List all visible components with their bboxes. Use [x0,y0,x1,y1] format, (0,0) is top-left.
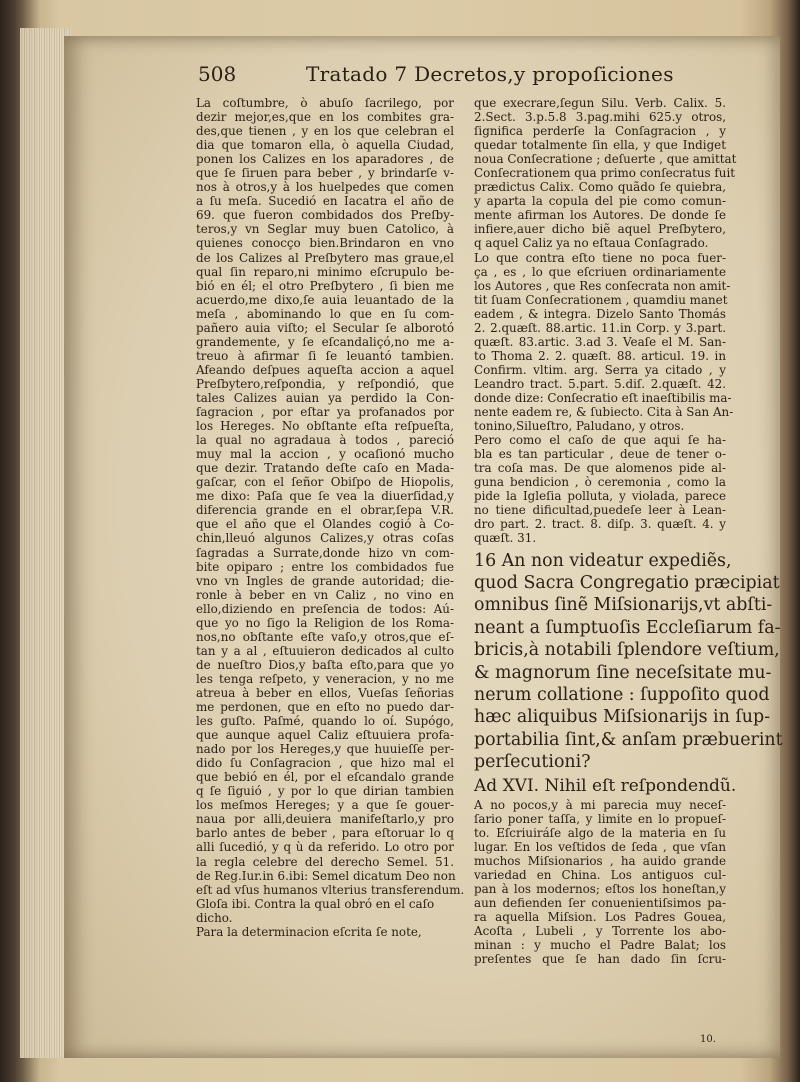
text-line: vno vn Ingles de grande autoridad; die- [196,573,454,588]
text-line: de Reg.Iur.in 6.ibi: Semel dicatum Deo non [196,868,456,883]
text-line: me perdonen, que en eſto no puedo dar- [196,700,454,715]
text-line: 2. 2.quæſt. 88.artic. 11.in Corp. y 3.part. [474,320,726,335]
text-line: Lo que contra eſto tiene no poca fuer- [474,250,726,265]
text-line: infiere,auer dicho biẽ aquel Preſbytero, [474,222,726,237]
text-line: bió en él; el otro Preſbytero , ſi bien me [196,278,454,293]
text-line: quedar totalmente ſin ella, y que Indiget [474,138,726,153]
text-line: y aparta la copula del pie como comun- [474,194,726,209]
text-line: pide la Igleſia polluta, y violada, parece [474,489,726,504]
text-line: 2.Sect. 3.p.5.8 3.pag.mihi 625.y otros, [474,110,726,125]
text-line: quæſt. 31. [474,531,537,546]
text-line: aun defienden ſer conuenientiſsimos pa- [474,895,726,910]
text-line: dido ſu Conſagracion , que hizo mal el [196,756,454,771]
text-line: quæſt. 83.artic. 3.ad 3. Veaſe el M. San- [474,334,726,349]
text-line: bite opiparo ; entre los combidados fue [196,559,454,574]
text-line: Leandro tract. 5.part. 5.diſ. 2.quæſt. 42. [474,376,726,391]
text-line: les guſto. Paſmé, quando lo oí. Supógo, [196,714,454,729]
text-line: bla es tan particular , deue de tener o- [474,447,726,462]
text-line: los meſmos Hereges; y a que ſe gouer- [196,798,454,813]
text-line: quienes conocço bien.Brindaron en vno [196,236,454,251]
text-line: pan à los modernos; eſtos los honeſtan,y [474,881,726,896]
text-line: variedad en China. Los antiguos cul- [474,867,726,882]
text-line: meſa , abominando lo que en ſu com- [196,306,454,321]
text-line: eſt ad vſus humanos vlterius transferendum. [196,882,465,897]
text-line: tit ſuam Conſecrationem , quamdiu manet [474,292,728,307]
text-line: La coſtumbre, ò abuſo ſacrilego, por [196,96,454,110]
text-line: grandemente, y ſe eſcandaliçó,no me a- [196,334,454,349]
text-line: Para la determinacion eſcrita ſe note, [196,924,422,939]
question-line: bricis,à notabili ſplendore veſtium, [474,640,780,661]
text-line: lugar. En los veſtidos de ſeda , que vſan [474,839,726,854]
text-line: Conſecrationem qua primo conſecratus fuit [474,166,736,181]
text-line: gaſcar, con el ſeñor Obiſpo de Hiopolis, [196,475,454,490]
text-line: muy mal la accion , y ocaſionó mucho [196,447,454,462]
text-line: dia que tomaron ella, ò aquella Ciudad, [196,138,454,153]
text-line: barlo antes de beber , para eſtoruar lo q [196,826,454,841]
text-line: la regla celebre del derecho Semel. 51. [196,854,454,869]
question-line: perſecutioni? [474,752,591,773]
text-line: los Hereges. No obſtante eſta reſpueſta, [196,419,454,434]
text-line: qual ſin reparo,ni minimo eſcrupulo be- [196,264,454,279]
text-line: dro part. 2. tract. 8. diſp. 3. quæſt. 4. y [474,517,726,532]
text-line: mente afirman los Autores. De donde ſe [474,208,726,223]
text-line: acuerdo,me dixo,ſe auia leuantado de la [196,292,454,307]
text-line: donde dize: Conſecratio eſt inaeſtibilis ma- [474,390,732,405]
text-line: treuo à afirmar ſi ſe leuantó tambien. [196,348,454,363]
text-line: que bebió en él, por el eſcandalo grande [196,770,454,785]
catchword: 10. [700,1034,716,1045]
text-line: que aunque aquel Caliz eſtuuiera profa- [196,728,454,743]
question-line: neant a ſumptuoſis Eccleſiarum fa- [474,617,781,638]
text-line: ra aquella Miſsion. Los Padres Gouea, [474,909,726,924]
text-line: la qual no agradaua à todos , pareció [196,433,454,448]
text-line: ſignifica perderſe la Conſagracion , y [474,124,726,139]
text-line: de los Calizes al Preſbytero mas graue,el [196,250,454,265]
text-line: chin,lleuó algunos Calizes,y otras coſas [196,531,454,546]
text-line: ronle à beber en vn Caliz , no vino en [196,587,454,602]
question-line: & magnorum ſine neceſsitate mu- [474,662,772,683]
text-line: q ſe ſiguió , y por lo que dirian tambien [196,784,454,799]
page-header [198,62,698,96]
text-line: tales Calizes auian ya perdido la Con- [196,390,454,405]
text-line: minan : y mucho el Padre Balat; los [474,938,726,953]
text-line: prædictus Calix. Como quãdo ſe quiebra, [474,180,726,195]
text-line: que el año que el Olandes cogió à Co- [196,517,454,532]
text-line: alli ſucedió, y q ù da referido. Lo otro por [196,840,454,855]
text-line: Confirm. vltim. arg. Serra ya citado , y [474,362,726,377]
text-line: les tenga reſpeto, y veneracion, y no me [196,671,454,686]
text-line: eadem , & integra. Dizelo Santo Thomás [474,306,726,321]
text-line: ça , es , lo que eſcriuen ordinariamente [474,264,726,279]
text-line: teros,y vn Seglar muy buen Catolico, à [196,222,454,237]
text-line: Afeando deſpues aqueſta accion a aquel [196,362,454,377]
text-line: ponen los Calizes en los aparadores , de [196,152,454,167]
question-line: portabilia ſint,& anſam præbuerint [474,729,783,750]
left-column [196,96,465,939]
text-line: diferencia grande en el obrar,ſepa V.R. [196,503,454,518]
text-line: to Thoma 2. 2. quæſt. 88. articul. 19. in [474,348,726,363]
text-line: de nueſtro Dios,y baſta eſto,para que yo [196,657,454,672]
text-line: a ſu meſa. Sucedió en Iacatra el año de [196,194,454,209]
text-line: pañero auia viſto; el Secular ſe alborotó [196,320,454,335]
text-line: tan y a al , eſtuuieron dedicados al culto [196,643,454,658]
text-line: nos à otros,y à los huelpedes que comen [196,180,454,195]
text-line: dicho. [196,910,233,925]
text-line: muchos Miſsionarios , ha auido grande [474,853,726,868]
text-line: que dezir. Tratando deſte caſo en Mada- [196,461,454,476]
text-line: que yo no ſigo la Religion de los Roma- [196,615,454,630]
text-line: que ſe ſiruen para beber , y brindarſe v- [196,166,454,181]
text-line: noua Conſecratione ; deſuerte , que amittat [474,152,737,167]
text-line: A no pocos,y à mi parecia muy neceſ- [474,797,726,812]
text-line: ſagracion , por eſtar ya profanados por [196,405,454,420]
text-line: que execrare,ſegun Silu. Verb. Calix. 5. [474,96,726,110]
text-line: dezir mejor,es,que en los combites gra- [196,110,454,125]
text-line: guna bendicion , ò ceremonia , como la [474,475,726,490]
text-line: 69. que fueron combidados dos Preſby- [196,208,454,223]
text-line: ſagradas a Surrate,donde hizo vn com- [196,545,454,560]
text-line: preſentes que ſe han dado ſin ſcru- [474,952,726,967]
text-line: Gloſa ibi. Contra la qual obró en el caſo [196,896,435,911]
text-line: q aquel Caliz ya no eſtaua Conſagrado. [474,236,709,251]
text-line: los Autores , que Res conſecrata non amit- [474,278,731,293]
text-line: Preſbytero,reſpondia, y reſpondió, que [196,376,454,391]
right-column [474,96,783,967]
answer-heading: Ad XVI. Nihil eſt reſpondendũ. [474,775,737,796]
text-line: des,que tienen , y en los que celebran el [196,124,454,139]
running-title: Tratado 7 Decretos,y propoſiciones [306,62,674,86]
page-number: 508 [198,62,237,86]
question-line: omnibus ſinẽ Miſsionarijs,vt abſti- [474,595,773,616]
text-line: nado por los Hereges,y que huuieſſe per- [196,742,454,757]
text-line: atreua à beber en ellos, Vueſas ſeñorias [196,685,454,700]
text-line: ello,diziendo en preſencia de todos: Aú- [196,601,454,616]
text-line: no tiene dificultad,puedeſe leer à Lean- [474,503,726,518]
text-line: nente eadem re, & ſubiecto. Cita à San An- [474,405,734,420]
text-line: nos,no obſtante eſte vaſo,y otros,que eſ- [196,629,454,644]
text-line: Pero como el caſo de que aqui ſe ha- [474,433,726,448]
question-line: 16 An non videatur expediẽs, [474,550,732,571]
text-line: tra coſa mas. De que alomenos pide al- [474,461,726,476]
text-line: me dixo: Paſa que ſe vea la diuerſidad,y [196,489,454,504]
text-line: to. Eſcriuiráſe algo de la materia en ſu [474,825,726,840]
text-line: Acoſta , Lubeli , y Torrente los abo- [474,923,726,938]
question-line: quod Sacra Congregatio præcipiat [474,572,780,593]
question-line: nerum collatione : ſuppoſito quod [474,684,770,705]
text-line: naua por alli,deuiera manifeſtarlo,y pro [196,812,454,827]
text-line: tonino,Silueſtro, Paludano, y otros. [474,419,685,434]
question-line: hæc aliquibus Miſsionarijs in ſup- [474,707,770,728]
text-line: ſario poner taſſa, y limite en lo propueſ- [474,811,726,826]
